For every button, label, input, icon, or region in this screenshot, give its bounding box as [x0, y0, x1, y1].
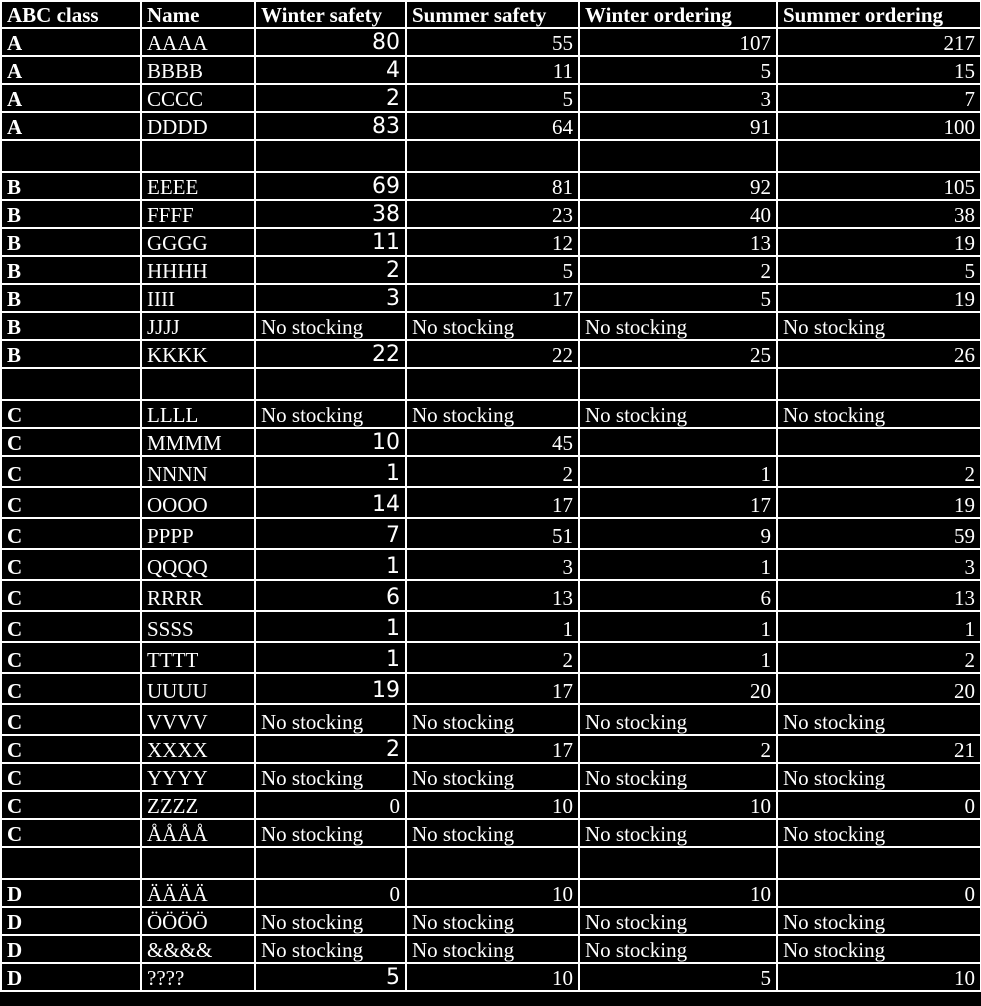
cell-winter-safety: 69: [255, 172, 406, 200]
cell-summer-ordering: 59: [777, 518, 981, 549]
cell-winter-safety: 83: [255, 112, 406, 140]
table-row: [1, 28, 981, 56]
cell-winter-safety: 2: [255, 84, 406, 112]
cell-winter-ordering: No stocking: [579, 935, 777, 963]
cell-name: QQQQ: [141, 549, 255, 580]
cell-summer-ordering: 38: [777, 200, 981, 228]
table-row: [1, 312, 981, 340]
cell-summer-safety: 45: [406, 428, 579, 456]
cell-winter-ordering: 10: [579, 791, 777, 819]
table-row: [1, 487, 981, 518]
cell-name: ????: [141, 963, 255, 991]
cell-winter-safety: 11: [255, 228, 406, 256]
table-row: [1, 256, 981, 284]
cell-summer-safety: 22: [406, 340, 579, 368]
cell-name: TTTT: [141, 642, 255, 673]
cell-summer-safety: No stocking: [406, 704, 579, 735]
cell-winter-ordering: 1: [579, 642, 777, 673]
cell-summer-ordering: 15: [777, 56, 981, 84]
cell-abc-class: [1, 368, 141, 400]
cell-winter-ordering: 40: [579, 200, 777, 228]
cell-summer-safety: 3: [406, 549, 579, 580]
cell-winter-safety: 10: [255, 428, 406, 456]
cell-name: XXXX: [141, 735, 255, 763]
table-row: [1, 518, 981, 549]
cell-winter-ordering: 107: [579, 28, 777, 56]
header-summer-ordering: Summer ordering: [777, 1, 981, 28]
cell-name: KKKK: [141, 340, 255, 368]
cell-winter-safety: 19: [255, 673, 406, 704]
cell-winter-ordering: No stocking: [579, 400, 777, 428]
cell-winter-ordering: 5: [579, 963, 777, 991]
cell-abc-class: C: [1, 456, 141, 487]
cell-summer-ordering: No stocking: [777, 704, 981, 735]
cell-name: ÖÖÖÖ: [141, 907, 255, 935]
table-row: [1, 340, 981, 368]
cell-winter-ordering: 25: [579, 340, 777, 368]
table-row: [1, 228, 981, 256]
table-row: [1, 819, 981, 847]
cell-winter-ordering: 5: [579, 284, 777, 312]
cell-winter-ordering: 1: [579, 611, 777, 642]
cell-winter-safety: 6: [255, 580, 406, 611]
cell-name: BBBB: [141, 56, 255, 84]
cell-abc-class: C: [1, 791, 141, 819]
cell-abc-class: D: [1, 963, 141, 991]
cell-summer-safety: 81: [406, 172, 579, 200]
cell-summer-safety: 64: [406, 112, 579, 140]
cell-abc-class: C: [1, 549, 141, 580]
cell-winter-ordering: 3: [579, 84, 777, 112]
cell-abc-class: B: [1, 200, 141, 228]
cell-summer-ordering: 105: [777, 172, 981, 200]
cell-summer-safety: 17: [406, 284, 579, 312]
cell-name: JJJJ: [141, 312, 255, 340]
cell-summer-ordering: 19: [777, 284, 981, 312]
cell-summer-safety: 1: [406, 611, 579, 642]
cell-summer-ordering: 0: [777, 791, 981, 819]
cell-winter-safety: 22: [255, 340, 406, 368]
cell-name: ÅÅÅÅ: [141, 819, 255, 847]
table-row: [1, 284, 981, 312]
cell-winter-safety: 1: [255, 456, 406, 487]
table-row: [1, 907, 981, 935]
cell-winter-safety: 1: [255, 642, 406, 673]
cell-summer-safety: No stocking: [406, 907, 579, 935]
cell-abc-class: [1, 847, 141, 879]
cell-name: NNNN: [141, 456, 255, 487]
cell-name: VVVV: [141, 704, 255, 735]
cell-summer-ordering: 26: [777, 340, 981, 368]
table-row: [1, 84, 981, 112]
cell-summer-safety: 12: [406, 228, 579, 256]
cell-winter-ordering: 2: [579, 735, 777, 763]
cell-name: MMMM: [141, 428, 255, 456]
cell-summer-ordering: 100: [777, 112, 981, 140]
cell-summer-safety: 10: [406, 879, 579, 907]
cell-name: DDDD: [141, 112, 255, 140]
cell-abc-class: B: [1, 284, 141, 312]
cell-name: ÄÄÄÄ: [141, 879, 255, 907]
cell-name: FFFF: [141, 200, 255, 228]
cell-name: GGGG: [141, 228, 255, 256]
cell-winter-ordering: 17: [579, 487, 777, 518]
cell-summer-ordering: No stocking: [777, 400, 981, 428]
table-row: [1, 847, 981, 879]
cell-abc-class: B: [1, 312, 141, 340]
cell-summer-ordering: No stocking: [777, 907, 981, 935]
cell-winter-ordering: 92: [579, 172, 777, 200]
cell-summer-safety: 2: [406, 642, 579, 673]
cell-abc-class: C: [1, 611, 141, 642]
cell-winter-safety: [255, 140, 406, 172]
cell-summer-ordering: 13: [777, 580, 981, 611]
cell-winter-ordering: 6: [579, 580, 777, 611]
table-row: [1, 368, 981, 400]
table-row: [1, 172, 981, 200]
cell-name: [141, 140, 255, 172]
cell-summer-ordering: [777, 428, 981, 456]
cell-summer-ordering: 7: [777, 84, 981, 112]
cell-summer-safety: No stocking: [406, 819, 579, 847]
cell-winter-ordering: [579, 847, 777, 879]
cell-winter-safety: [255, 847, 406, 879]
cell-winter-safety: 4: [255, 56, 406, 84]
header-winter-safety: Winter safety: [255, 1, 406, 28]
cell-summer-ordering: 5: [777, 256, 981, 284]
cell-summer-safety: 17: [406, 735, 579, 763]
cell-name: SSSS: [141, 611, 255, 642]
cell-winter-ordering: 2: [579, 256, 777, 284]
cell-summer-safety: 55: [406, 28, 579, 56]
cell-winter-ordering: No stocking: [579, 763, 777, 791]
cell-name: LLLL: [141, 400, 255, 428]
table-row: [1, 735, 981, 763]
cell-summer-safety: 23: [406, 200, 579, 228]
cell-winter-ordering: 10: [579, 879, 777, 907]
table-body: [1, 28, 981, 991]
cell-abc-class: B: [1, 340, 141, 368]
cell-winter-safety: 1: [255, 549, 406, 580]
cell-summer-safety: 2: [406, 456, 579, 487]
cell-summer-safety: [406, 847, 579, 879]
table-row: [1, 428, 981, 456]
cell-abc-class: B: [1, 228, 141, 256]
cell-summer-safety: 5: [406, 84, 579, 112]
cell-summer-ordering: 19: [777, 487, 981, 518]
cell-name: [141, 368, 255, 400]
cell-abc-class: B: [1, 256, 141, 284]
header-name: Name: [141, 1, 255, 28]
cell-summer-safety: [406, 368, 579, 400]
cell-winter-safety: No stocking: [255, 935, 406, 963]
cell-summer-safety: 10: [406, 963, 579, 991]
cell-name: UUUU: [141, 673, 255, 704]
table-row: [1, 704, 981, 735]
cell-abc-class: C: [1, 735, 141, 763]
cell-summer-safety: 13: [406, 580, 579, 611]
cell-abc-class: D: [1, 935, 141, 963]
cell-winter-ordering: 5: [579, 56, 777, 84]
cell-winter-ordering: No stocking: [579, 312, 777, 340]
cell-summer-safety: 17: [406, 673, 579, 704]
cell-abc-class: C: [1, 673, 141, 704]
table-row: [1, 400, 981, 428]
cell-abc-class: B: [1, 172, 141, 200]
cell-summer-ordering: No stocking: [777, 763, 981, 791]
table-row: [1, 200, 981, 228]
cell-winter-ordering: No stocking: [579, 819, 777, 847]
cell-abc-class: C: [1, 487, 141, 518]
cell-summer-ordering: 1: [777, 611, 981, 642]
cell-name: ZZZZ: [141, 791, 255, 819]
cell-winter-ordering: 20: [579, 673, 777, 704]
cell-summer-safety: No stocking: [406, 935, 579, 963]
cell-winter-ordering: 1: [579, 456, 777, 487]
cell-summer-ordering: 19: [777, 228, 981, 256]
cell-abc-class: C: [1, 518, 141, 549]
table-row: [1, 549, 981, 580]
cell-winter-safety: 7: [255, 518, 406, 549]
table-row: [1, 580, 981, 611]
cell-abc-class: C: [1, 704, 141, 735]
cell-name: PPPP: [141, 518, 255, 549]
cell-name: RRRR: [141, 580, 255, 611]
cell-winter-safety: 0: [255, 879, 406, 907]
cell-winter-safety: [255, 368, 406, 400]
cell-summer-ordering: 2: [777, 456, 981, 487]
cell-abc-class: C: [1, 580, 141, 611]
cell-summer-ordering: 20: [777, 673, 981, 704]
cell-name: &&&&: [141, 935, 255, 963]
table-row: [1, 112, 981, 140]
cell-abc-class: A: [1, 28, 141, 56]
cell-abc-class: C: [1, 428, 141, 456]
header-winter-ordering: Winter ordering: [579, 1, 777, 28]
cell-winter-safety: No stocking: [255, 312, 406, 340]
cell-summer-ordering: 21: [777, 735, 981, 763]
cell-summer-ordering: 3: [777, 549, 981, 580]
cell-name: CCCC: [141, 84, 255, 112]
cell-summer-ordering: [777, 140, 981, 172]
cell-name: EEEE: [141, 172, 255, 200]
cell-summer-ordering: No stocking: [777, 312, 981, 340]
cell-abc-class: C: [1, 400, 141, 428]
cell-name: HHHH: [141, 256, 255, 284]
cell-summer-safety: [406, 140, 579, 172]
cell-name: [141, 847, 255, 879]
cell-winter-safety: 38: [255, 200, 406, 228]
cell-winter-ordering: [579, 428, 777, 456]
table-row: [1, 611, 981, 642]
table-row: [1, 140, 981, 172]
cell-name: AAAA: [141, 28, 255, 56]
table-row: [1, 642, 981, 673]
cell-summer-safety: No stocking: [406, 763, 579, 791]
cell-abc-class: C: [1, 819, 141, 847]
cell-summer-safety: 51: [406, 518, 579, 549]
cell-winter-safety: No stocking: [255, 763, 406, 791]
cell-summer-ordering: No stocking: [777, 935, 981, 963]
table-row: [1, 879, 981, 907]
cell-summer-safety: 5: [406, 256, 579, 284]
cell-summer-safety: 10: [406, 791, 579, 819]
table-row: [1, 791, 981, 819]
cell-summer-safety: 11: [406, 56, 579, 84]
cell-winter-safety: 0: [255, 791, 406, 819]
table-row: [1, 935, 981, 963]
cell-winter-ordering: 9: [579, 518, 777, 549]
cell-winter-ordering: 13: [579, 228, 777, 256]
cell-winter-safety: 1: [255, 611, 406, 642]
cell-winter-safety: 5: [255, 963, 406, 991]
cell-winter-ordering: 1: [579, 549, 777, 580]
cell-summer-ordering: [777, 847, 981, 879]
cell-winter-safety: No stocking: [255, 819, 406, 847]
cell-abc-class: A: [1, 112, 141, 140]
table-row: [1, 673, 981, 704]
cell-abc-class: C: [1, 642, 141, 673]
table-row: [1, 56, 981, 84]
cell-winter-ordering: [579, 140, 777, 172]
cell-summer-safety: No stocking: [406, 312, 579, 340]
cell-summer-ordering: 2: [777, 642, 981, 673]
table-row: [1, 456, 981, 487]
cell-winter-safety: 2: [255, 735, 406, 763]
cell-summer-safety: 17: [406, 487, 579, 518]
cell-winter-safety: 80: [255, 28, 406, 56]
cell-summer-ordering: 0: [777, 879, 981, 907]
cell-winter-ordering: [579, 368, 777, 400]
cell-summer-safety: No stocking: [406, 400, 579, 428]
cell-summer-ordering: 217: [777, 28, 981, 56]
header-summer-safety: Summer safety: [406, 1, 579, 28]
cell-abc-class: C: [1, 763, 141, 791]
cell-winter-safety: No stocking: [255, 704, 406, 735]
cell-name: OOOO: [141, 487, 255, 518]
cell-abc-class: A: [1, 84, 141, 112]
cell-winter-safety: No stocking: [255, 907, 406, 935]
cell-winter-safety: 2: [255, 256, 406, 284]
cell-abc-class: [1, 140, 141, 172]
cell-abc-class: D: [1, 907, 141, 935]
cell-winter-ordering: No stocking: [579, 704, 777, 735]
cell-winter-ordering: 91: [579, 112, 777, 140]
header-abc-class: ABC class: [1, 1, 141, 28]
cell-winter-safety: 3: [255, 284, 406, 312]
cell-winter-safety: No stocking: [255, 400, 406, 428]
table-row: [1, 963, 981, 991]
header-row: [1, 1, 981, 28]
cell-name: YYYY: [141, 763, 255, 791]
table-row: [1, 763, 981, 791]
cell-winter-ordering: No stocking: [579, 907, 777, 935]
cell-abc-class: A: [1, 56, 141, 84]
cell-summer-ordering: No stocking: [777, 819, 981, 847]
cell-name: IIII: [141, 284, 255, 312]
cell-summer-ordering: 10: [777, 963, 981, 991]
cell-winter-safety: 14: [255, 487, 406, 518]
cell-abc-class: D: [1, 879, 141, 907]
cell-summer-ordering: [777, 368, 981, 400]
